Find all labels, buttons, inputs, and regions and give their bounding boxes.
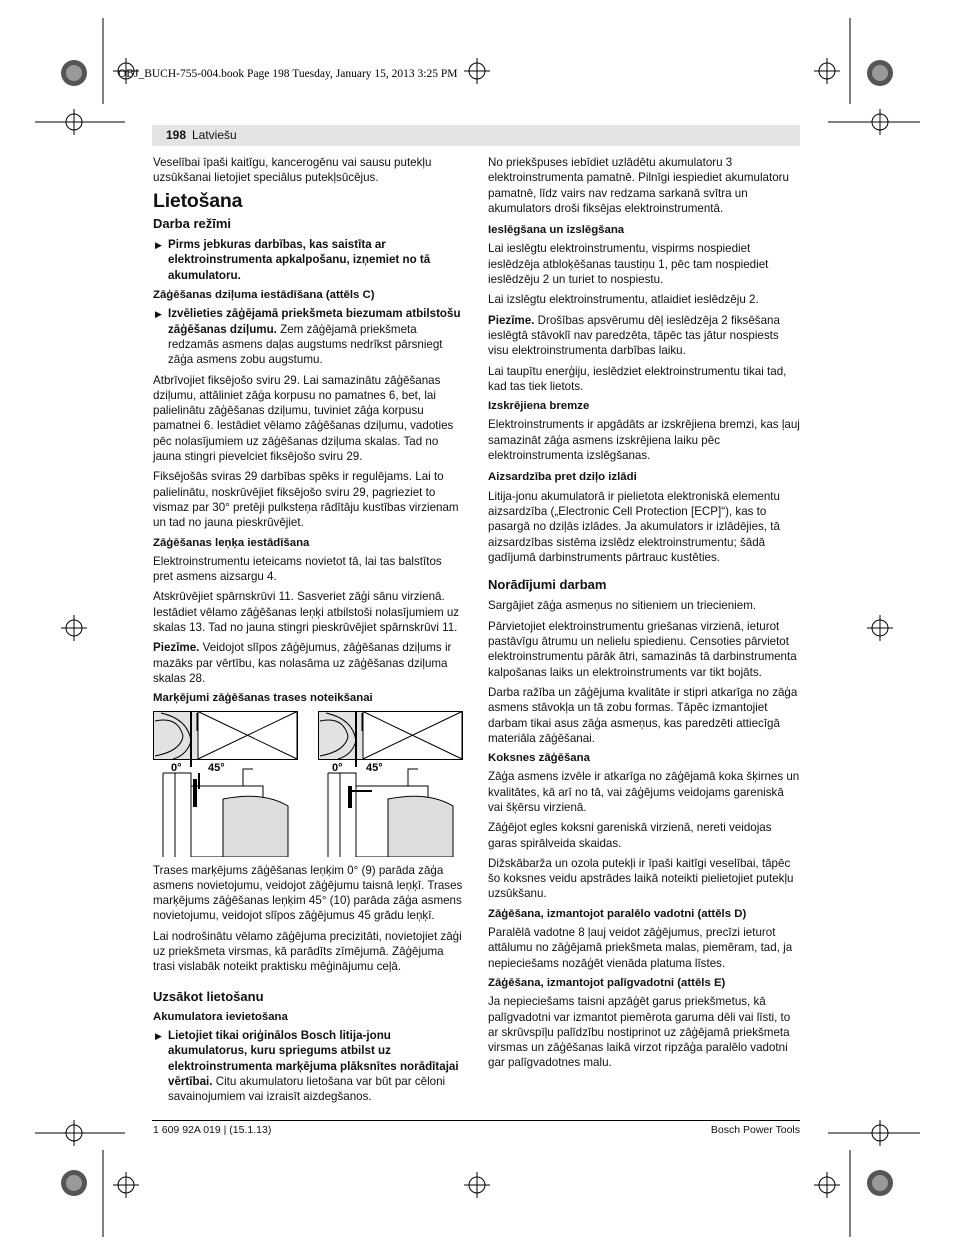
cutting-marks-figure <box>153 711 463 857</box>
switch-paragraph-3: Lai taupītu enerģiju, ieslēdziet elektroinstrumentu tikai tad, kad tas tiek lietots. <box>488 364 787 393</box>
switch-paragraph-2: Lai izslēgtu elektroinstrumentu, atlaidiet ieslēdzēju 2. <box>488 293 759 307</box>
angle-paragraph-2: Atskrūvējiet spārnskrūvi 11. Sasveriet zāģi sānu virzienā. Iestādiet vēlamo zāģēšanas leņķi atbilstoši nolasījumiem uz skalas 13. Tad no jauna stingri pieskrūvējiet spārnskrūvi 11. <box>153 590 460 635</box>
modes-heading: Darba režīmi <box>153 215 232 231</box>
footer-rule <box>152 1120 800 1121</box>
wood-paragraph-2: Zāģējot egles koksni gareniskā virzienā, nereti veidojas garas spirālveida skaidas. <box>488 821 772 850</box>
note-text: Drošības apsvērumu dēļ ieslēdzēja 2 fiksēšana ieslēgtā stāvoklī nav paredzēta, tāpēc tas jātur nospiests visu elektroinstrumenta darbības laiku. <box>488 313 780 358</box>
battery-bullet <box>153 1028 463 1104</box>
saw-45-degree-illustration <box>318 711 463 857</box>
bullet-text: Zem zāģējamā priekšmeta redzamās asmens daļas augstums nedrīkst pārsniegt zāģa asmens zobu augstumu. <box>168 322 443 367</box>
angle-label: 0° <box>332 761 343 774</box>
discharge-heading: Aizsardzība pret dziļo izlādi <box>488 471 637 484</box>
parallel-guide-paragraph: Paralēlā vadotne 8 ļauj veidot zāģējumus, precīzi ieturot attālumu no zāģējamā priekšmeta malas, piemēram, tad, ja nepieciešams nozāģēt vienāda platuma līstes. <box>488 926 793 970</box>
note-text: Veidojot slīpos zāģējumus, zāģēšanas dziļums ir mazāks par vērtību, kas nolasāma uz zāģēšanas dziļuma skalas 28. <box>153 641 452 685</box>
marks-paragraph-2: Lai nodrošinātu vēlamo zāģējuma precizitāti, novietojiet zāģi uz priekšmeta virsmas, kā parādīts zīmējumā. Zāģējuma trasi vislabāk noteikt praktisku mēģinājumu ceļā. <box>153 929 462 974</box>
bullet-bold-text: Izvēlieties zāģējamā priekšmeta biezumam atbilstošu zāģēšanas dziļumu. <box>168 307 461 336</box>
start-heading: Uzsākot lietošanu <box>153 988 264 1004</box>
tips-paragraph-1: Sargājiet zāģa asmeņus no sitieniem un triecieniem. <box>488 599 757 613</box>
parallel-guide-heading: Zāģēšana, izmantojot paralēlo vadotni (attēls D) <box>488 907 747 920</box>
tips-paragraph-2: Pārvietojiet elektroinstrumentu griešanas virzienā, ieturot pastāvīgu ātrumu un nelielu spiedienu. Censoties pārvietot elektroinstrumentu pārāk ātri, samazinās tā darbinstrumenta kalpošanas laiks un elektroinstruments var tikt bojāts. <box>488 619 797 679</box>
tips-heading: Norādījumi darbam <box>488 577 607 593</box>
wood-paragraph-1: Zāģa asmens izvēle ir atkarīga no zāģējamā koka šķirnes un kvalitātes, kā arī no tā, vai zāģējums veidojams gareniskā vai šķērsu virzienā. <box>488 770 800 814</box>
depth-paragraph-1: Atbrīvojiet fiksējošo sviru 29. Lai samazinātu zāģēšanas dziļumu, attāliniet zāģa korpusu no pamatnes 6, bet, lai palielinātu zāģēšanas dziļumu, tuviniet zāģa korpusu pamatnei 6. Iestādiet vēlamo zāģēšanas dziļumu, vadoties pēc nolasījumiem uz zāģēšanas dziļuma skalas. Tad no jauna stingri pievelciet fiksējošo sviru 29. <box>153 373 454 464</box>
wood-paragraph-3: Dižskābarža un ozola putekļi ir īpaši kaitīgi veselībai, tāpēc šo koksnes veidu apstrādes laikā noteikti pielietojiet putekļu uzsūkšanu. <box>488 856 794 901</box>
switch-heading: Ieslēgšana un izslēgšana <box>488 224 625 237</box>
section-title: Lietošana <box>153 189 243 212</box>
bullet-bold-text: Lietojiet tikai oriģinālos Bosch litija-jonu akumulatorus, kuru spriegums atbilst uz elektroinstrumenta marķējuma plāksnītes norādītajai vērtībai. <box>168 1029 459 1089</box>
angle-paragraph-1: Elektroinstrumentu ieteicams novietot tā, lai tas balstītos pret asmens aizsargu 4. <box>153 554 442 584</box>
battery-insert-paragraph: No priekšpuses iebīdiet uzlādētu akumulatoru 3 elektroinstrumenta pamatnē. Pilnīgi iespiediet akumulatoru pamatnē, līdz vairs nav redzama sarkanā svītra un akumulators droši fiksējas elektroinstrumentā. <box>488 156 789 215</box>
depth-bullet <box>153 306 463 367</box>
angle-heading: Zāģēšanas leņķa iestādīšana <box>153 536 310 549</box>
angle-label: 0° <box>171 761 182 774</box>
modes-warning <box>153 237 463 283</box>
page-header-bar <box>152 125 800 146</box>
angle-label: 45° <box>366 761 383 774</box>
right-column <box>488 155 800 1076</box>
saw-0-degree-illustration <box>153 711 298 857</box>
left-column <box>153 155 463 1110</box>
angle-note <box>153 640 463 686</box>
footer-doc-number: 1 609 92A 019 | (15.1.13) <box>153 1124 272 1136</box>
page-number: 198 <box>166 128 187 142</box>
bullet-arrow-icon: ▶ <box>155 1031 162 1042</box>
file-info-line: OBJ_BUCH-755-004.book Page 198 Tuesday, January 15, 2013 3:25 PM <box>118 68 458 80</box>
auxiliary-guide-paragraph: Ja nepieciešams taisni apzāģēt garus priekšmetus, kā palīgvadotni var izmantot piemērota garuma dēli vai līsti, to ar skrūvspīļu palīdzību nostiprinot uz zāģējamā priekšmeta virsmas un zāģēšanas laikā virzot ripzāģa paralēlo vadotni gar palīgvadotnes malu. <box>488 995 791 1070</box>
auxiliary-guide-heading: Zāģēšana, izmantojot palīgvadotni (attēls E) <box>488 976 726 989</box>
intro-paragraph: Veselībai īpaši kaitīgu, kancerogēnu vai sausu putekļu uzsūkšanai lietojiet speciālus putekļsūcējus. <box>153 156 432 185</box>
wood-heading: Koksnes zāģēšana <box>488 752 590 765</box>
bullet-arrow-icon: ▶ <box>155 240 162 251</box>
warning-text: Pirms jebkuras darbības, kas saistīta ar elektroinstrumenta apkalpošanu, izņemiet no tā akumulatoru. <box>168 238 431 282</box>
brake-heading: Izskrējiena bremze <box>488 400 590 413</box>
depth-heading: Zāģēšanas dziļuma iestādīšana (attēls C) <box>153 289 375 302</box>
brake-paragraph: Elektroinstruments ir apgādāts ar izskrējiena bremzi, kas ļauj samazināt zāģa asmens izskrējiena laiku pēc elektroinstrumenta izslēgšanas. <box>488 418 800 463</box>
battery-heading: Akumulatora ievietošana <box>153 1010 288 1023</box>
tips-paragraph-3: Darba ražība un zāģējuma kvalitāte ir stipri atkarīga no zāģa asmens stāvokļa un tā zobu formas. Tāpēc izmantojiet darbam tikai asus zāģa asmeņus, kas paredzēti attiecīgā materiāla zāģēšanai. <box>488 685 798 745</box>
switch-paragraph-1: Lai ieslēgtu elektroinstrumentu, vispirms nospiediet ieslēdzēja atbloķēšanas taustiņu 1, pēc tam nospiediet ieslēdzēju 2 un turiet to nospiestu. <box>488 242 769 287</box>
marks-heading: Marķējumi zāģēšanas trases noteikšanai <box>153 692 373 705</box>
depth-paragraph-2: Fiksējošās sviras 29 darbības spēks ir regulējams. Lai to palielinātu, noskrūvējiet fiksējošo sviru 29, pagrieziet to vismaz par 30° pretēji pulksteņa rādītāju kustības virzienam un tad no jauna pieskrūvējiet. <box>153 470 459 530</box>
note-label: Piezīme. <box>488 313 535 327</box>
angle-label: 45° <box>208 761 225 774</box>
footer-brand: Bosch Power Tools <box>710 1124 800 1136</box>
switch-note <box>488 313 800 359</box>
bullet-arrow-icon: ▶ <box>155 309 162 320</box>
discharge-paragraph: Litija-jonu akumulatorā ir pielietota elektroniskā elementu aizsardzība („Electronic Cell Protection [ECP]“), kas to pasargā no dziļās izlādes. Ja akumulators ir izlādējies, tā aizsardzības sistēma izslēdz elektroinstrumentu; šādā gadījumā darbinstruments pārtrauc kustēties. <box>488 489 780 564</box>
bullet-text: Citu akumulatoru lietošana var būt par cēloni savainojumiem vai izraisīt aizdegšanos. <box>168 1075 446 1104</box>
note-label: Piezīme. <box>153 641 200 655</box>
marks-paragraph-1: Trases marķējums zāģēšanas leņķim 0° (9) parāda zāģa asmens novietojumu, veidojot zāģējumu taisnā leņķī. Trases marķējums zāģēšanas leņķim 45° (10) parāda zāģa asmens novietojumu, veidojot slīpos zāģējumus 45 grādu leņķī. <box>153 863 463 923</box>
language-label: Latviešu <box>192 128 237 142</box>
